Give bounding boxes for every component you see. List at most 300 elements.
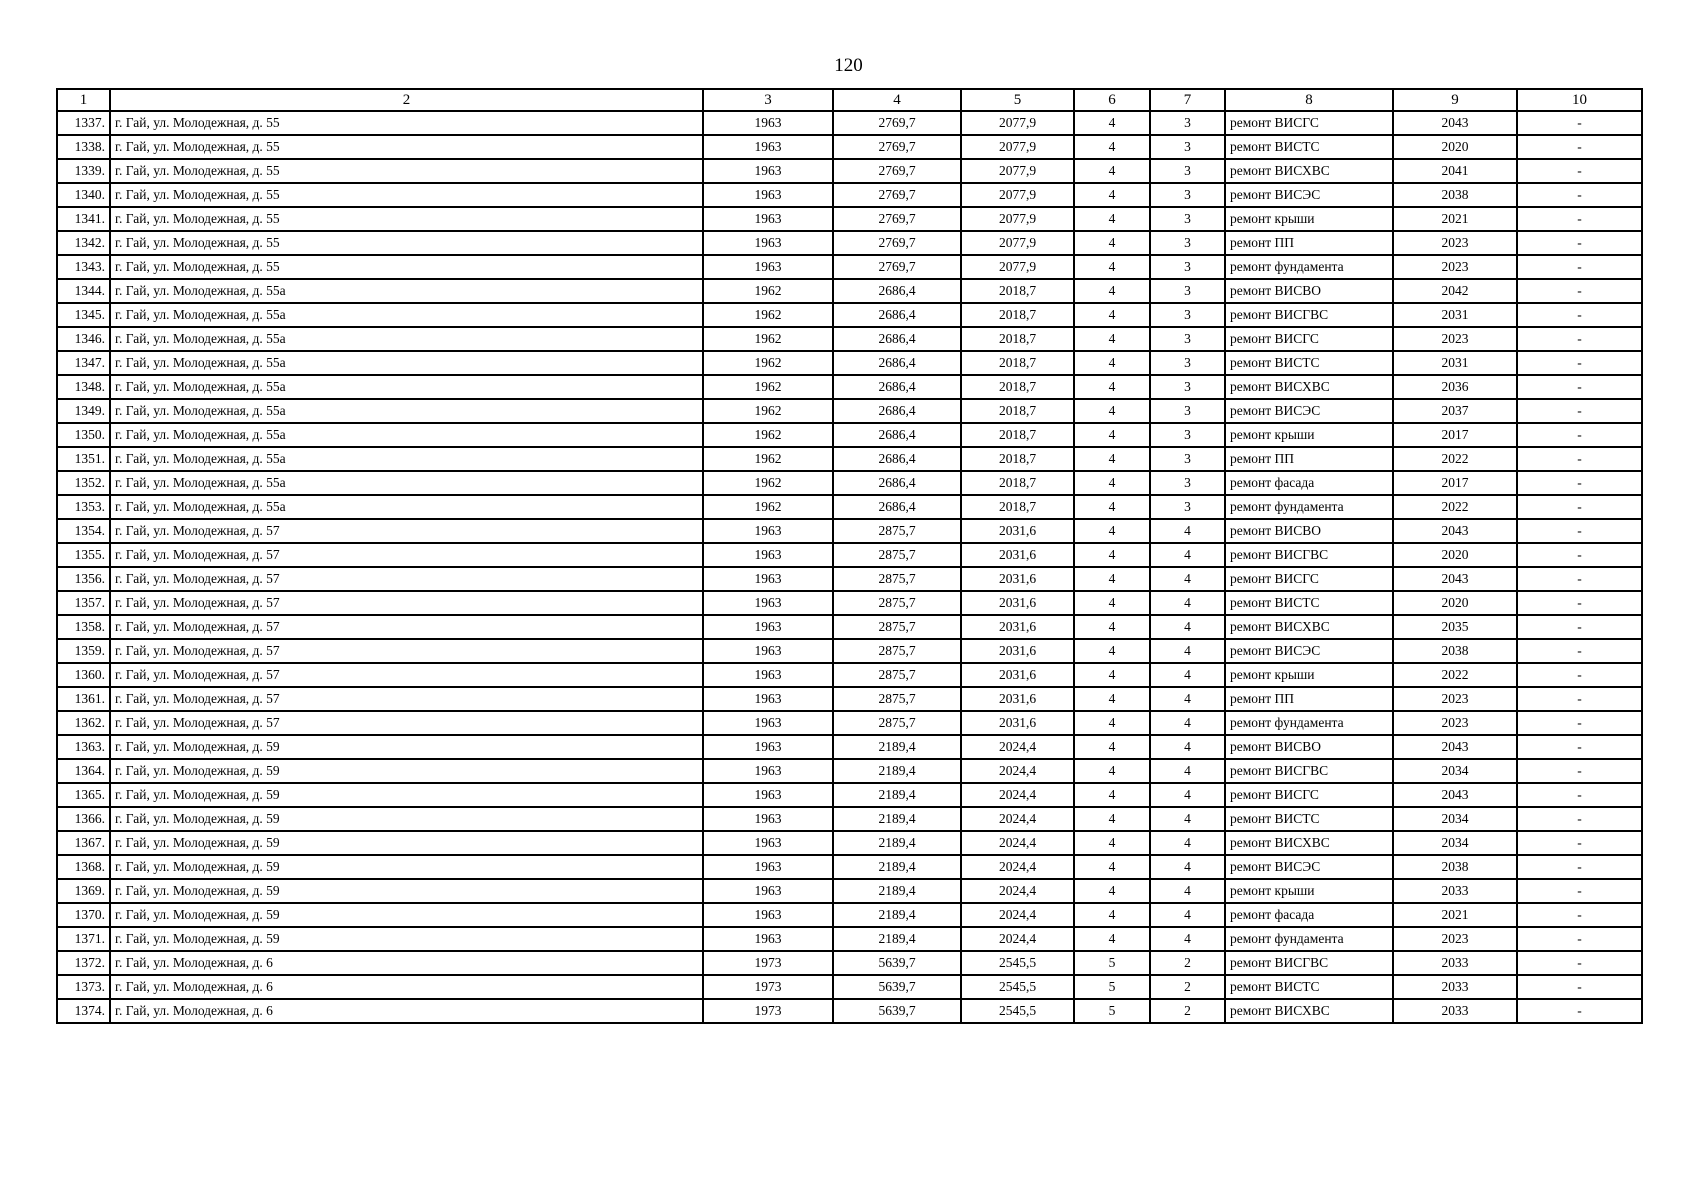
table-row (57, 567, 1642, 591)
cell-total-area: 2875,7 (833, 615, 961, 639)
cell-work-type: ремонт ВИСТС (1225, 975, 1393, 999)
cell-address: г. Гай, ул. Молодежная, д. 55 (110, 231, 703, 255)
column-header-6: 6 (1074, 89, 1150, 111)
cell-row-number: 1357. (57, 591, 110, 615)
table-row (57, 159, 1642, 183)
column-header-2: 2 (110, 89, 703, 111)
cell-note: - (1517, 279, 1642, 303)
cell-address: г. Гай, ул. Молодежная, д. 6 (110, 999, 703, 1023)
cell-year: 1963 (703, 591, 833, 615)
cell-living-area: 2077,9 (961, 111, 1074, 135)
cell-floors: 4 (1074, 855, 1150, 879)
cell-year: 1962 (703, 447, 833, 471)
cell-planned-year: 2033 (1393, 975, 1517, 999)
cell-note: - (1517, 447, 1642, 471)
cell-floors: 4 (1074, 807, 1150, 831)
cell-year: 1963 (703, 879, 833, 903)
cell-floors: 4 (1074, 351, 1150, 375)
repair-schedule-table (56, 88, 1643, 1024)
cell-address: г. Гай, ул. Молодежная, д. 55а (110, 471, 703, 495)
cell-floors: 4 (1074, 591, 1150, 615)
table-row (57, 423, 1642, 447)
cell-entrances: 3 (1150, 327, 1225, 351)
table-row (57, 543, 1642, 567)
cell-year: 1963 (703, 231, 833, 255)
cell-row-number: 1362. (57, 711, 110, 735)
cell-work-type: ремонт ВИСГВС (1225, 303, 1393, 327)
cell-total-area: 2686,4 (833, 303, 961, 327)
cell-living-area: 2018,7 (961, 351, 1074, 375)
cell-floors: 4 (1074, 927, 1150, 951)
cell-planned-year: 2023 (1393, 687, 1517, 711)
cell-total-area: 2686,4 (833, 447, 961, 471)
cell-entrances: 4 (1150, 591, 1225, 615)
cell-address: г. Гай, ул. Молодежная, д. 59 (110, 831, 703, 855)
table-header (57, 89, 1642, 111)
cell-row-number: 1348. (57, 375, 110, 399)
cell-work-type: ремонт ВИСЭС (1225, 399, 1393, 423)
cell-planned-year: 2031 (1393, 351, 1517, 375)
cell-entrances: 3 (1150, 375, 1225, 399)
cell-total-area: 2189,4 (833, 879, 961, 903)
cell-work-type: ремонт ВИСГВС (1225, 951, 1393, 975)
cell-note: - (1517, 375, 1642, 399)
cell-work-type: ремонт ВИСЭС (1225, 183, 1393, 207)
cell-entrances: 3 (1150, 159, 1225, 183)
cell-note: - (1517, 183, 1642, 207)
cell-entrances: 3 (1150, 471, 1225, 495)
cell-work-type: ремонт ВИСВО (1225, 279, 1393, 303)
cell-floors: 4 (1074, 759, 1150, 783)
cell-planned-year: 2043 (1393, 783, 1517, 807)
cell-planned-year: 2038 (1393, 639, 1517, 663)
cell-living-area: 2031,6 (961, 615, 1074, 639)
cell-planned-year: 2022 (1393, 495, 1517, 519)
cell-address: г. Гай, ул. Молодежная, д. 55а (110, 351, 703, 375)
cell-note: - (1517, 639, 1642, 663)
cell-entrances: 3 (1150, 495, 1225, 519)
cell-planned-year: 2033 (1393, 951, 1517, 975)
column-header-7: 7 (1150, 89, 1225, 111)
cell-floors: 4 (1074, 687, 1150, 711)
cell-work-type: ремонт ВИСХВС (1225, 159, 1393, 183)
cell-work-type: ремонт крыши (1225, 207, 1393, 231)
cell-floors: 4 (1074, 111, 1150, 135)
cell-living-area: 2077,9 (961, 231, 1074, 255)
cell-work-type: ремонт ВИСХВС (1225, 375, 1393, 399)
cell-living-area: 2018,7 (961, 279, 1074, 303)
cell-floors: 4 (1074, 159, 1150, 183)
table-row (57, 951, 1642, 975)
cell-floors: 4 (1074, 711, 1150, 735)
table-row (57, 999, 1642, 1023)
cell-year: 1963 (703, 543, 833, 567)
cell-entrances: 4 (1150, 783, 1225, 807)
cell-entrances: 4 (1150, 807, 1225, 831)
cell-year: 1963 (703, 255, 833, 279)
table-row (57, 327, 1642, 351)
cell-total-area: 2875,7 (833, 639, 961, 663)
cell-address: г. Гай, ул. Молодежная, д. 57 (110, 639, 703, 663)
cell-address: г. Гай, ул. Молодежная, д. 59 (110, 855, 703, 879)
cell-floors: 4 (1074, 783, 1150, 807)
cell-total-area: 5639,7 (833, 999, 961, 1023)
table-row (57, 351, 1642, 375)
cell-living-area: 2031,6 (961, 543, 1074, 567)
cell-entrances: 3 (1150, 399, 1225, 423)
cell-floors: 5 (1074, 999, 1150, 1023)
cell-row-number: 1364. (57, 759, 110, 783)
table-row (57, 759, 1642, 783)
cell-note: - (1517, 471, 1642, 495)
cell-floors: 4 (1074, 567, 1150, 591)
cell-planned-year: 2020 (1393, 591, 1517, 615)
cell-work-type: ремонт ПП (1225, 231, 1393, 255)
cell-row-number: 1352. (57, 471, 110, 495)
cell-year: 1973 (703, 975, 833, 999)
table-row (57, 831, 1642, 855)
cell-row-number: 1354. (57, 519, 110, 543)
cell-planned-year: 2043 (1393, 567, 1517, 591)
cell-year: 1962 (703, 351, 833, 375)
cell-floors: 4 (1074, 879, 1150, 903)
cell-row-number: 1370. (57, 903, 110, 927)
cell-total-area: 2686,4 (833, 495, 961, 519)
cell-work-type: ремонт ВИСВО (1225, 735, 1393, 759)
cell-work-type: ремонт ВИСВО (1225, 519, 1393, 543)
cell-address: г. Гай, ул. Молодежная, д. 55 (110, 111, 703, 135)
cell-work-type: ремонт крыши (1225, 663, 1393, 687)
cell-work-type: ремонт ВИСГС (1225, 327, 1393, 351)
cell-row-number: 1342. (57, 231, 110, 255)
cell-total-area: 2769,7 (833, 255, 961, 279)
cell-address: г. Гай, ул. Молодежная, д. 59 (110, 759, 703, 783)
table-row (57, 279, 1642, 303)
table-row (57, 975, 1642, 999)
table-row (57, 927, 1642, 951)
column-header-9: 9 (1393, 89, 1517, 111)
cell-year: 1963 (703, 903, 833, 927)
cell-planned-year: 2031 (1393, 303, 1517, 327)
cell-entrances: 4 (1150, 543, 1225, 567)
cell-living-area: 2018,7 (961, 447, 1074, 471)
cell-year: 1963 (703, 783, 833, 807)
cell-work-type: ремонт ВИСХВС (1225, 615, 1393, 639)
cell-total-area: 2189,4 (833, 783, 961, 807)
cell-floors: 4 (1074, 231, 1150, 255)
cell-floors: 4 (1074, 135, 1150, 159)
cell-year: 1963 (703, 663, 833, 687)
cell-note: - (1517, 111, 1642, 135)
cell-note: - (1517, 807, 1642, 831)
cell-living-area: 2031,6 (961, 519, 1074, 543)
cell-year: 1963 (703, 111, 833, 135)
table-row (57, 495, 1642, 519)
cell-total-area: 2875,7 (833, 567, 961, 591)
cell-work-type: ремонт крыши (1225, 879, 1393, 903)
cell-planned-year: 2043 (1393, 735, 1517, 759)
cell-planned-year: 2017 (1393, 471, 1517, 495)
cell-year: 1963 (703, 207, 833, 231)
cell-address: г. Гай, ул. Молодежная, д. 6 (110, 951, 703, 975)
cell-row-number: 1341. (57, 207, 110, 231)
cell-entrances: 4 (1150, 927, 1225, 951)
cell-total-area: 5639,7 (833, 975, 961, 999)
cell-row-number: 1358. (57, 615, 110, 639)
cell-row-number: 1374. (57, 999, 110, 1023)
cell-work-type: ремонт фундамента (1225, 927, 1393, 951)
column-header-10: 10 (1517, 89, 1642, 111)
cell-total-area: 2189,4 (833, 735, 961, 759)
cell-floors: 4 (1074, 495, 1150, 519)
cell-living-area: 2024,4 (961, 735, 1074, 759)
cell-year: 1963 (703, 927, 833, 951)
cell-living-area: 2077,9 (961, 183, 1074, 207)
cell-row-number: 1359. (57, 639, 110, 663)
cell-work-type: ремонт ВИСТС (1225, 591, 1393, 615)
table-row (57, 519, 1642, 543)
cell-entrances: 4 (1150, 567, 1225, 591)
cell-address: г. Гай, ул. Молодежная, д. 55 (110, 183, 703, 207)
cell-year: 1962 (703, 327, 833, 351)
cell-total-area: 2189,4 (833, 759, 961, 783)
cell-planned-year: 2023 (1393, 327, 1517, 351)
cell-living-area: 2024,4 (961, 927, 1074, 951)
cell-work-type: ремонт ВИСЭС (1225, 855, 1393, 879)
cell-entrances: 3 (1150, 351, 1225, 375)
cell-address: г. Гай, ул. Молодежная, д. 55а (110, 495, 703, 519)
cell-planned-year: 2034 (1393, 807, 1517, 831)
cell-entrances: 3 (1150, 255, 1225, 279)
cell-row-number: 1373. (57, 975, 110, 999)
header-row (57, 89, 1642, 111)
cell-entrances: 3 (1150, 303, 1225, 327)
cell-work-type: ремонт ВИСГВС (1225, 543, 1393, 567)
cell-living-area: 2031,6 (961, 639, 1074, 663)
cell-address: г. Гай, ул. Молодежная, д. 59 (110, 807, 703, 831)
cell-total-area: 2686,4 (833, 423, 961, 447)
cell-note: - (1517, 423, 1642, 447)
cell-planned-year: 2023 (1393, 231, 1517, 255)
table-body (57, 111, 1642, 1023)
cell-floors: 4 (1074, 663, 1150, 687)
cell-planned-year: 2021 (1393, 207, 1517, 231)
cell-year: 1963 (703, 759, 833, 783)
cell-address: г. Гай, ул. Молодежная, д. 55 (110, 159, 703, 183)
cell-row-number: 1337. (57, 111, 110, 135)
cell-address: г. Гай, ул. Молодежная, д. 55а (110, 423, 703, 447)
cell-floors: 4 (1074, 735, 1150, 759)
cell-address: г. Гай, ул. Молодежная, д. 55а (110, 327, 703, 351)
table-row (57, 663, 1642, 687)
cell-note: - (1517, 783, 1642, 807)
table-row (57, 711, 1642, 735)
cell-year: 1963 (703, 567, 833, 591)
cell-living-area: 2031,6 (961, 591, 1074, 615)
cell-year: 1963 (703, 831, 833, 855)
cell-entrances: 3 (1150, 183, 1225, 207)
cell-note: - (1517, 207, 1642, 231)
cell-living-area: 2077,9 (961, 135, 1074, 159)
cell-living-area: 2018,7 (961, 327, 1074, 351)
table-row (57, 447, 1642, 471)
cell-planned-year: 2036 (1393, 375, 1517, 399)
cell-planned-year: 2023 (1393, 711, 1517, 735)
cell-living-area: 2024,4 (961, 855, 1074, 879)
cell-year: 1963 (703, 135, 833, 159)
cell-work-type: ремонт ВИСТС (1225, 807, 1393, 831)
cell-living-area: 2545,5 (961, 999, 1074, 1023)
cell-planned-year: 2034 (1393, 831, 1517, 855)
cell-floors: 4 (1074, 543, 1150, 567)
cell-living-area: 2077,9 (961, 159, 1074, 183)
cell-row-number: 1346. (57, 327, 110, 351)
column-header-4: 4 (833, 89, 961, 111)
cell-address: г. Гай, ул. Молодежная, д. 57 (110, 519, 703, 543)
cell-work-type: ремонт крыши (1225, 423, 1393, 447)
cell-note: - (1517, 999, 1642, 1023)
cell-address: г. Гай, ул. Молодежная, д. 57 (110, 543, 703, 567)
cell-work-type: ремонт ВИСГС (1225, 783, 1393, 807)
cell-row-number: 1343. (57, 255, 110, 279)
cell-floors: 4 (1074, 639, 1150, 663)
cell-floors: 4 (1074, 615, 1150, 639)
cell-planned-year: 2021 (1393, 903, 1517, 927)
cell-note: - (1517, 975, 1642, 999)
cell-address: г. Гай, ул. Молодежная, д. 57 (110, 711, 703, 735)
cell-living-area: 2018,7 (961, 495, 1074, 519)
table-row (57, 735, 1642, 759)
cell-row-number: 1365. (57, 783, 110, 807)
cell-floors: 4 (1074, 207, 1150, 231)
cell-living-area: 2018,7 (961, 303, 1074, 327)
table-row (57, 639, 1642, 663)
cell-row-number: 1345. (57, 303, 110, 327)
cell-work-type: ремонт фундамента (1225, 255, 1393, 279)
cell-row-number: 1366. (57, 807, 110, 831)
cell-planned-year: 2038 (1393, 183, 1517, 207)
cell-total-area: 2189,4 (833, 927, 961, 951)
cell-planned-year: 2022 (1393, 447, 1517, 471)
cell-entrances: 3 (1150, 423, 1225, 447)
cell-year: 1962 (703, 423, 833, 447)
cell-entrances: 2 (1150, 951, 1225, 975)
table-row (57, 903, 1642, 927)
cell-year: 1963 (703, 183, 833, 207)
page-number: 120 (834, 55, 863, 76)
cell-entrances: 4 (1150, 711, 1225, 735)
cell-floors: 4 (1074, 399, 1150, 423)
cell-year: 1962 (703, 375, 833, 399)
cell-year: 1963 (703, 711, 833, 735)
cell-living-area: 2545,5 (961, 951, 1074, 975)
cell-floors: 4 (1074, 471, 1150, 495)
cell-planned-year: 2033 (1393, 999, 1517, 1023)
cell-entrances: 4 (1150, 735, 1225, 759)
cell-row-number: 1356. (57, 567, 110, 591)
cell-note: - (1517, 567, 1642, 591)
cell-year: 1963 (703, 639, 833, 663)
table-row (57, 879, 1642, 903)
cell-planned-year: 2023 (1393, 255, 1517, 279)
cell-total-area: 2769,7 (833, 183, 961, 207)
cell-address: г. Гай, ул. Молодежная, д. 59 (110, 927, 703, 951)
cell-living-area: 2024,4 (961, 807, 1074, 831)
cell-work-type: ремонт фундамента (1225, 495, 1393, 519)
cell-note: - (1517, 327, 1642, 351)
cell-row-number: 1363. (57, 735, 110, 759)
table-row (57, 855, 1642, 879)
cell-row-number: 1350. (57, 423, 110, 447)
cell-planned-year: 2043 (1393, 519, 1517, 543)
table-row (57, 135, 1642, 159)
cell-planned-year: 2037 (1393, 399, 1517, 423)
cell-note: - (1517, 159, 1642, 183)
cell-entrances: 4 (1150, 639, 1225, 663)
column-header-5: 5 (961, 89, 1074, 111)
cell-note: - (1517, 519, 1642, 543)
cell-note: - (1517, 255, 1642, 279)
cell-address: г. Гай, ул. Молодежная, д. 57 (110, 591, 703, 615)
cell-address: г. Гай, ул. Молодежная, д. 55 (110, 207, 703, 231)
cell-total-area: 5639,7 (833, 951, 961, 975)
cell-floors: 4 (1074, 183, 1150, 207)
cell-year: 1963 (703, 615, 833, 639)
cell-row-number: 1368. (57, 855, 110, 879)
cell-work-type: ремонт фасада (1225, 471, 1393, 495)
cell-entrances: 4 (1150, 615, 1225, 639)
cell-note: - (1517, 399, 1642, 423)
cell-note: - (1517, 495, 1642, 519)
cell-total-area: 2686,4 (833, 375, 961, 399)
cell-address: г. Гай, ул. Молодежная, д. 6 (110, 975, 703, 999)
cell-entrances: 4 (1150, 831, 1225, 855)
cell-row-number: 1372. (57, 951, 110, 975)
cell-total-area: 2875,7 (833, 543, 961, 567)
cell-entrances: 3 (1150, 279, 1225, 303)
cell-living-area: 2024,4 (961, 879, 1074, 903)
cell-floors: 4 (1074, 519, 1150, 543)
cell-total-area: 2189,4 (833, 903, 961, 927)
table-row (57, 591, 1642, 615)
cell-year: 1962 (703, 399, 833, 423)
cell-planned-year: 2038 (1393, 855, 1517, 879)
table-row (57, 783, 1642, 807)
cell-address: г. Гай, ул. Молодежная, д. 57 (110, 567, 703, 591)
cell-work-type: ремонт ВИСЭС (1225, 639, 1393, 663)
cell-living-area: 2018,7 (961, 423, 1074, 447)
cell-work-type: ремонт ВИСТС (1225, 351, 1393, 375)
cell-row-number: 1367. (57, 831, 110, 855)
cell-note: - (1517, 543, 1642, 567)
cell-row-number: 1360. (57, 663, 110, 687)
cell-row-number: 1355. (57, 543, 110, 567)
cell-year: 1963 (703, 519, 833, 543)
cell-floors: 4 (1074, 255, 1150, 279)
cell-note: - (1517, 711, 1642, 735)
cell-entrances: 3 (1150, 447, 1225, 471)
cell-work-type: ремонт ПП (1225, 447, 1393, 471)
cell-note: - (1517, 951, 1642, 975)
cell-note: - (1517, 351, 1642, 375)
cell-note: - (1517, 927, 1642, 951)
cell-living-area: 2024,4 (961, 903, 1074, 927)
cell-row-number: 1349. (57, 399, 110, 423)
cell-entrances: 4 (1150, 879, 1225, 903)
cell-planned-year: 2017 (1393, 423, 1517, 447)
cell-living-area: 2077,9 (961, 207, 1074, 231)
cell-year: 1962 (703, 471, 833, 495)
